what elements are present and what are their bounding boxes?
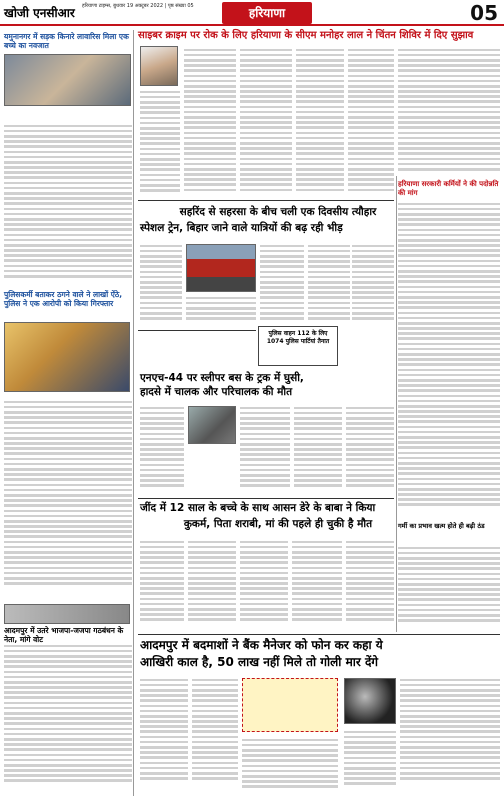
divider: [138, 634, 500, 635]
train-headline-2: स्पेशल ट्रेन, बिहार जाने वाले यात्रियों की बढ़ रही भीड़: [140, 222, 343, 234]
story-headline: हरियाणा सरकारी कर्मियों ने की पदोन्नति की मांग: [398, 180, 499, 197]
divider: [138, 330, 256, 331]
article-body: [140, 242, 182, 324]
story-headline: आदमपुर में उतरे भाजपा-जजपा गठबंधन के नेता, मांगे वोट: [4, 626, 124, 644]
article-body: [186, 294, 256, 326]
article-body: [292, 538, 342, 630]
train-photo: [186, 244, 256, 292]
article-body: [140, 676, 188, 794]
article-body: [140, 538, 184, 630]
article-body: [188, 538, 236, 630]
lead-headline: साइबर क्राइम पर रोक के लिए हरियाणा के सीएम मनोहर लाल ने चिंतन शिविर में दिए सुझाव: [138, 30, 474, 41]
train-headline-1: सहरिंद से सहरसा के बीच चली एक दिवसीय त्यौहार: [179, 206, 377, 218]
police-box: [258, 326, 338, 366]
article-body: [348, 46, 394, 196]
article-body: [296, 46, 344, 196]
page-number: 05: [470, 1, 498, 25]
masthead-meta: हरियाणा टाइम्स, बुधवार 19 अक्टूबर 2022 | पृष्ठ संख्या 05: [82, 3, 194, 9]
article-body: [398, 46, 500, 176]
divider: [138, 200, 394, 201]
article-body: [4, 642, 132, 792]
jind-headline-1: जींद में 12 साल के बच्चे के साथ आसन डेरे के बाबा ने किया: [140, 502, 376, 514]
article-body: [240, 538, 288, 630]
article-body: [346, 404, 394, 494]
adampur-headline-1: आदमपुर में बदमाशों ने बैंक मैनेजर को फोन कर कहा ये: [140, 638, 383, 652]
article-body: [240, 404, 290, 494]
accident-photo: [188, 406, 236, 444]
cm-photo: [140, 46, 178, 86]
article-body: [398, 544, 500, 630]
article-body: [184, 46, 236, 196]
adampur-headline-2: आखिरी काल है, 50 लाख नहीं मिले तो गोली मार देंगे: [140, 655, 379, 669]
story-headline: पुलिसकर्मी बताकर ठगने वाले ने लाखों ऐंठे, पुलिस ने एक आरोपी को किया गिरफ्तार: [4, 290, 123, 308]
nh-headline-2: हादसे में चालक और परिचालक की मौत: [140, 386, 293, 398]
nh-headline-1: एनएच-44 पर स्लीपर बस के ट्रक में घुसी,: [140, 372, 304, 384]
article-body: [398, 200, 500, 520]
article-body: [260, 242, 304, 324]
article-body: [4, 122, 132, 282]
story-headline: गर्मी का प्रभाव खत्म होते ही बढ़ी ठंड: [398, 522, 485, 530]
article-body: [192, 676, 238, 794]
article-body: [240, 46, 292, 196]
article-body: [400, 676, 500, 794]
divider: [138, 498, 394, 499]
column-rule: [396, 176, 397, 632]
jind-headline-2: कुकर्म, पिता शराबी, मां की पहले ही चुकी है मौत: [183, 518, 373, 530]
article-body: [140, 404, 184, 494]
article-body: [344, 728, 396, 794]
section-label: हरियाणा: [222, 2, 312, 24]
article-body: [4, 398, 132, 598]
masthead: [0, 0, 504, 26]
article-body: [308, 242, 350, 324]
story-headline: यमुनानगर में सड़क किनारे लावारिस मिला एक बच्चे का नवजात: [4, 32, 129, 50]
news-photo: [4, 54, 131, 106]
police-box-headline: पुलिस वाहन 112 के लिए 1074 पुलिस पार्टियां तैनात: [266, 330, 330, 345]
article-body: [346, 538, 394, 630]
article-body: [294, 404, 342, 494]
article-body: [352, 242, 394, 324]
left-column: [2, 30, 134, 796]
pull-quote: [242, 678, 338, 732]
news-photo: [4, 604, 130, 624]
news-photo: [4, 322, 130, 392]
article-body: [140, 88, 180, 196]
article-body: [242, 736, 338, 794]
phone-photo: [344, 678, 396, 724]
brand-name: खोजी एनसीआर: [4, 6, 75, 20]
